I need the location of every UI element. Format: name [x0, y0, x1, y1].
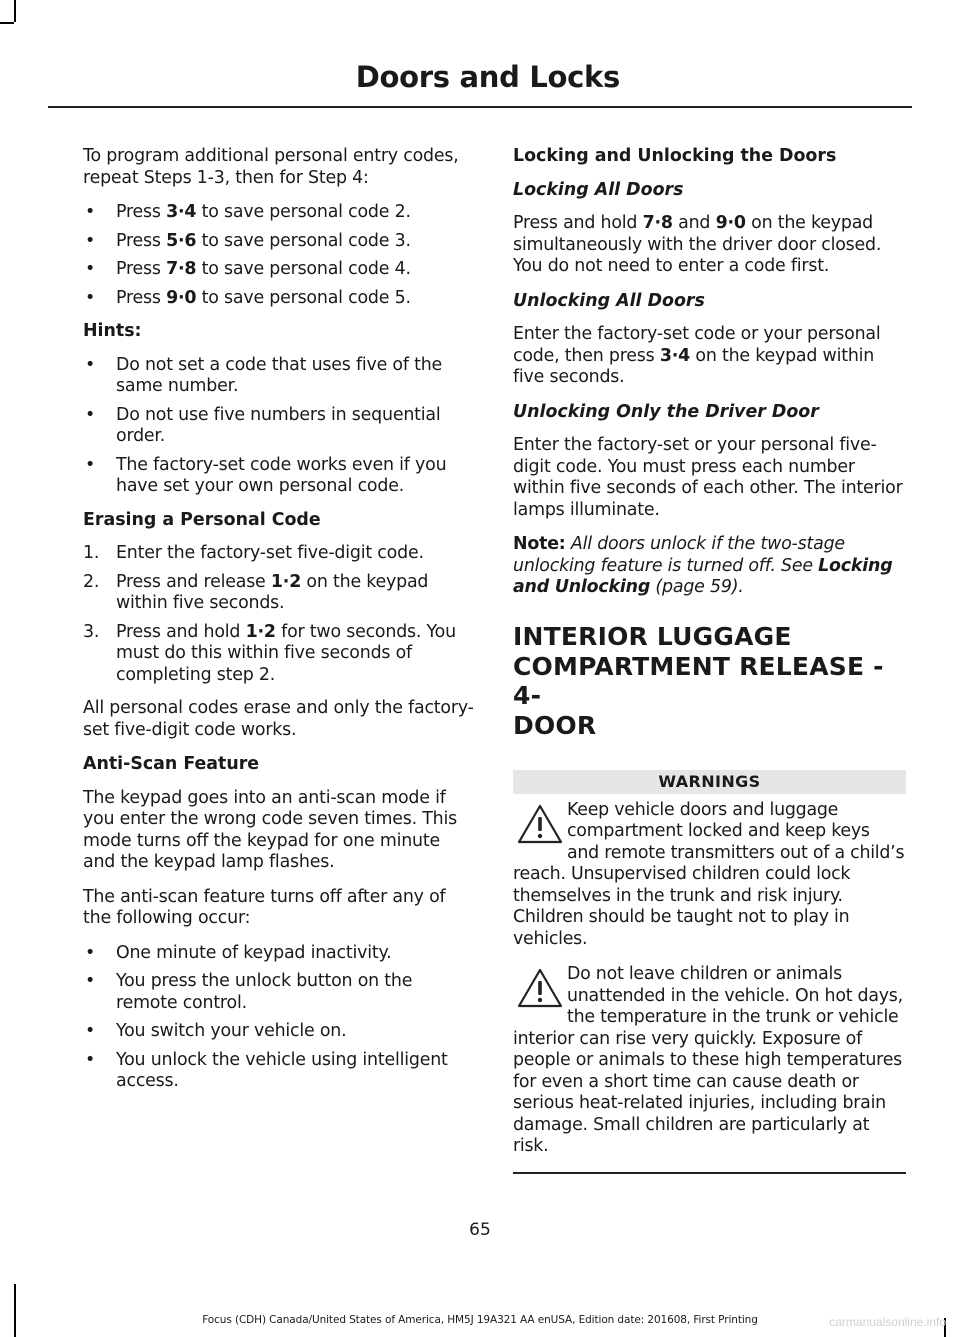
- list-item: • Press 7·8 to save personal code 4.: [85, 259, 411, 279]
- list-item: • Press 9·0 to save personal code 5.: [85, 287, 411, 308]
- step-number: 1.: [83, 543, 100, 563]
- warning-text: Do not leave children or animals unattended in the vehicle. On hot days, the temperature in the trunk or vehicle interior can rise very quickly. Exposure of people or animals to these high temperatures for even a short time can cause death or serious heat-related injuries, including brain damage. Small children are particularly at risk.: [513, 964, 903, 1156]
- section-title: INTERIOR LUGGAGE COMPARTMENT RELEASE - 4- DOOR: [513, 621, 884, 740]
- key-label: 9·0: [166, 287, 197, 308]
- key-label: 7·8: [642, 213, 673, 233]
- hints-label: Hints:: [83, 321, 142, 341]
- right-column: [513, 146, 906, 1174]
- list-item: • Do not set a code that uses five of the same number.: [85, 354, 443, 396]
- antiscan-heading: Anti-Scan Feature: [83, 754, 260, 774]
- lock-all-text: Press and hold 7·8 and 9·0 on the keypad simultaneously with the driver door closed. You do not need to enter a code first.: [513, 213, 882, 276]
- list-item: • Press 3·4 to save personal code 2.: [85, 202, 411, 222]
- bullet-dot: •: [85, 230, 96, 251]
- warning-text: Keep vehicle doors and luggage compartment locked and keep keys and remote transmitters out of a child’s reach. Unsupervised children could lock themselves in the trunk and risk injury. Children should be taught not to play in vehicles.: [513, 799, 905, 949]
- bullet-dot: •: [85, 942, 96, 963]
- hints-list: [83, 355, 475, 498]
- list-item: 1. Enter the factory-set five-digit code.: [83, 543, 424, 563]
- unlock-driver-text: Enter the factory-set or your personal five-digit code. You must press each number within five seconds of each other. The interior lamps illuminate.: [513, 435, 903, 520]
- header-rule: [48, 106, 912, 108]
- antiscan-off-list: [83, 943, 475, 1093]
- warning-block: [513, 964, 906, 1158]
- erase-steps: [83, 543, 475, 686]
- bullet-dot: •: [85, 1021, 96, 1041]
- bullet-dot: •: [85, 354, 96, 375]
- lock-heading: Locking and Unlocking the Doors: [513, 146, 837, 166]
- program-code-list: [83, 202, 475, 309]
- crop-mark: [0, 22, 14, 24]
- key-label: 1·2: [270, 571, 302, 592]
- bullet-dot: •: [85, 287, 96, 308]
- list-item: • You unlock the vehicle using intelligent access.: [85, 1049, 448, 1091]
- page-number: 65: [469, 1220, 491, 1240]
- list-item: 2. Press and release 1·2 on the keypad within five seconds.: [83, 571, 429, 613]
- warnings-end-rule: [513, 1172, 906, 1174]
- list-item: • Do not use five numbers in sequential order.: [85, 404, 441, 446]
- key-label: 3·4: [659, 345, 691, 366]
- bullet-dot: •: [85, 971, 96, 991]
- bullet-dot: •: [85, 259, 96, 279]
- note-label: Note:: [513, 534, 566, 554]
- cross-reference-link[interactable]: Locking and Unlocking: [513, 555, 893, 597]
- note: Note: All doors unlock if the two-stage unlocking feature is turned off. See Locking and Unlocking (page 59).: [513, 534, 893, 597]
- bullet-dot: •: [85, 202, 96, 222]
- crop-mark: [14, 0, 16, 22]
- list-item: • Press 5·6 to save personal code 3.: [85, 230, 411, 251]
- list-item: • One minute of keypad inactivity.: [85, 942, 392, 963]
- list-item: • You switch your vehicle on.: [85, 1021, 347, 1041]
- page-header-title: Doors and Locks: [355, 60, 620, 94]
- warnings-bar: WARNINGS: [513, 770, 906, 794]
- warning-triangle-icon: [513, 802, 567, 846]
- edition-footer: Focus (CDH) Canada/United States of America, HM5J 19A321 AA enUSA, Edition date: 201608, First Printing: [202, 1314, 758, 1326]
- bullet-dot: •: [85, 454, 96, 475]
- watermark: carmanualsonline.info: [829, 1315, 946, 1329]
- erase-heading: Erasing a Personal Code: [83, 509, 321, 530]
- key-label: 5·6: [166, 230, 197, 251]
- warning-triangle-icon: [513, 966, 567, 1010]
- list-item: • The factory-set code works even if you have set your own personal code.: [85, 454, 447, 496]
- unlock-all-subheading: Unlocking All Doors: [513, 290, 705, 311]
- list-item: • You press the unlock button on the remote control.: [85, 971, 413, 1013]
- key-label: 9·0: [715, 213, 746, 233]
- list-item: 3. Press and hold 1·2 for two seconds. You must do this within five seconds of completing step 2.: [83, 621, 456, 685]
- antiscan-text: The keypad goes into an anti-scan mode if you enter the wrong code seven times. This mode turns off the keypad for one minute and the keypad lamp flashes.: [83, 787, 457, 872]
- step-number: 2.: [83, 571, 100, 592]
- left-column: [83, 146, 475, 1105]
- lock-all-subheading: Locking All Doors: [513, 179, 684, 200]
- unlock-all-text: Enter the factory-set code or your personal code, then press 3·4 on the keypad within five seconds.: [513, 324, 881, 387]
- antiscan-off-intro: The anti-scan feature turns off after any of the following occur:: [83, 886, 446, 928]
- key-label: 3·4: [166, 202, 197, 222]
- key-label: 7·8: [166, 259, 197, 279]
- erase-result: All personal codes erase and only the factory-set five-digit code works.: [83, 698, 474, 740]
- unlock-driver-subheading: Unlocking Only the Driver Door: [513, 401, 819, 422]
- program-intro: To program additional personal entry codes, repeat Steps 1-3, then for Step 4:: [83, 146, 459, 188]
- crop-mark: [14, 1284, 16, 1337]
- key-label: 1·2: [245, 621, 276, 642]
- bullet-dot: •: [85, 1049, 96, 1070]
- bullet-dot: •: [85, 404, 96, 425]
- warning-block: [513, 800, 906, 951]
- step-number: 3.: [83, 621, 100, 642]
